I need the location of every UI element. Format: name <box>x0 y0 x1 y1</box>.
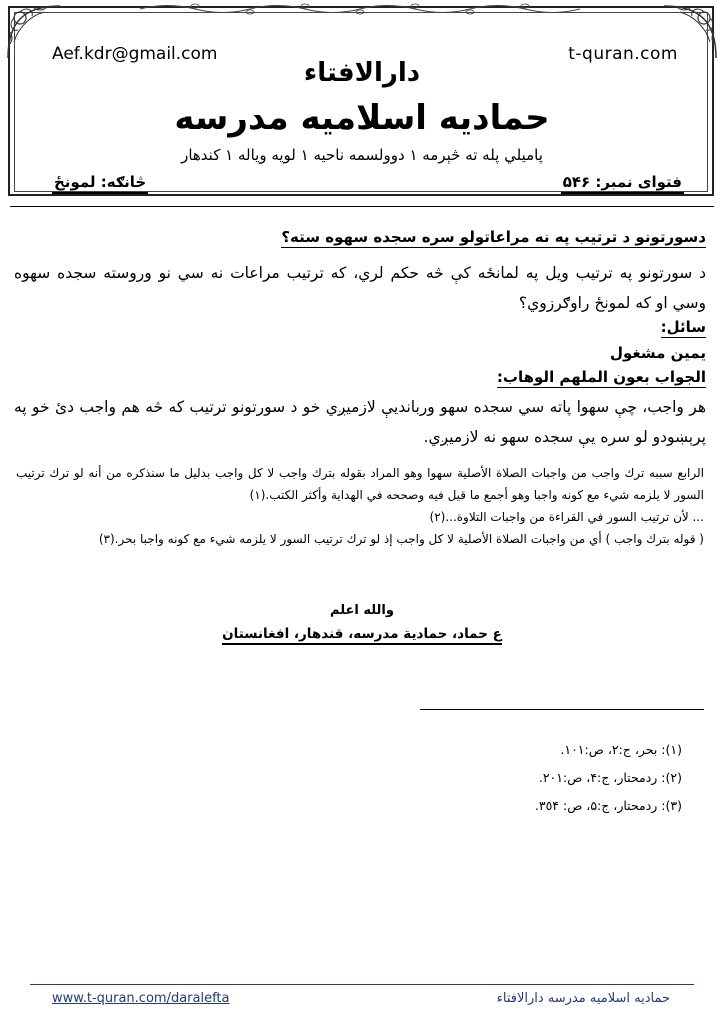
answer-body: هر واجب، چې سهوا پاته سي سجده سهو وربانديې لازمیږي خو د سورتونو ترتیب که څه هم واجب دئ خو په پرېښودو لو سره یې سجده سهو نه لازمیږي. <box>14 398 706 446</box>
fatwa-number: فتوای نمبر: ۵۴۶ <box>561 173 684 194</box>
footnote-1: (١): بحر، ج:٢، ص:١٠١. <box>560 742 682 757</box>
header-divider <box>10 206 714 207</box>
footnote-divider <box>420 709 704 710</box>
vine-ornament-icon <box>140 2 580 16</box>
footnote-2: (٢): ردمحتار، ج:۴، ص:٢٠١. <box>538 770 682 785</box>
question-body: د سورتونو په ترتیب ویل په لمانځه کې څه حکم لري، که ترتیب مراعات نه سي نو وروسته سجده سهوه وسي او که لمونځ راوګرزوي؟ <box>14 264 706 312</box>
footer-link[interactable]: www.t-quran.com/daralefta <box>52 991 230 1006</box>
quote-2: ... لأن ترتيب السور في القراءة من واجبات التلاوة...(٢) <box>429 510 704 524</box>
footer-divider <box>30 984 694 985</box>
signature <box>0 626 724 642</box>
signature-text: ع حماد، حمادیة مدرسه، قندهار، افغانستان <box>222 626 502 645</box>
quote-3: ( قوله بترك واجب ) أي من واجبات الصلاة الأصلية لا كل واجب إذ لو ترك ترتيب السور لا يلزمه شيء مع كونه واجبا بحر.(٣) <box>98 532 704 546</box>
footer-label: حمادیه اسلامیه مدرسه دارالافتاء <box>496 991 670 1006</box>
question-heading: دسورتونو د ترتیب په نه مراعاتولو سره سجده سهوه سته؟ <box>281 228 706 246</box>
office-title: دارالافتاء <box>303 58 421 88</box>
citations-block <box>16 462 704 550</box>
footnote-3: (٣): ردمحتار، ج:۵، ص: ٣٥۴. <box>534 798 682 813</box>
answer-heading: الجواب بعون الملهم الوهاب: <box>496 368 706 386</box>
institution-title: حمادیه اسلامیه مدرسه <box>174 98 550 138</box>
closing-phrase: والله اعلم <box>330 603 394 618</box>
address-line: پامیلي پله ته څېرمه ۱ دوولسمه ناحیه ۱ لویه ویاله ۱ کندهار <box>181 146 543 164</box>
asker-label: سائل: <box>660 318 706 336</box>
asker-name: یمین مشغول <box>610 344 706 362</box>
chapter-label: څانګه: لمونځ <box>52 173 148 194</box>
website-label[interactable]: t-quran.com <box>568 44 678 64</box>
contact-email[interactable]: Aef.kdr@gmail.com <box>52 44 218 64</box>
quote-1: الرابع سببه ترك واجب من واجبات الصلاة الأصلية سهوا وهو المراد بقوله بترك واجب لا كل واجب بدليل ما سنذكره من أنه لو ترك ترتيب السور لا يلزمه شيء مع كونه واجبا وهو أجمع ما قيل فيه وصححه في الهداية وأكثر الكتب.(١) <box>16 466 704 502</box>
